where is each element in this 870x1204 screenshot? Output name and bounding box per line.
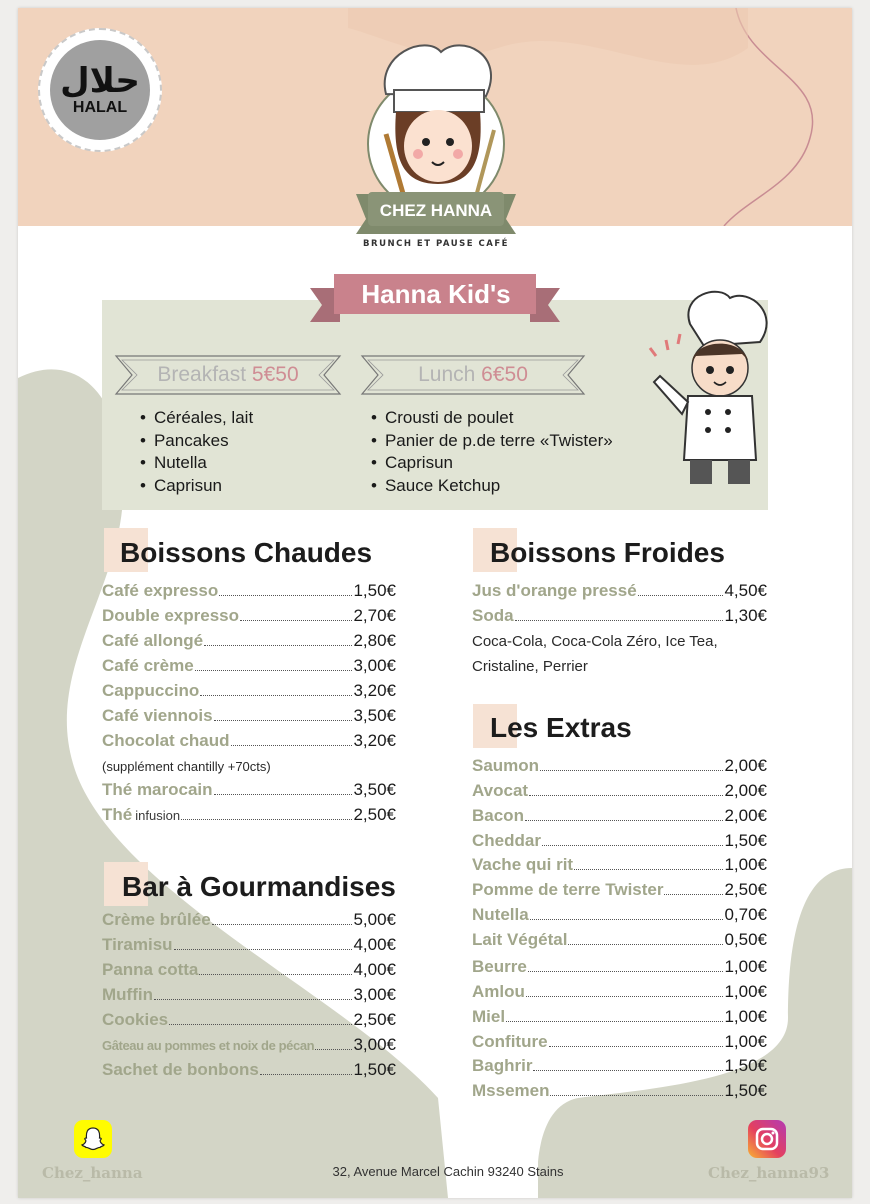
menu-item [472, 905, 767, 929]
item-price: 2,00€ [724, 781, 767, 800]
item-price: 1,00€ [724, 1007, 767, 1026]
dot-leader [568, 944, 723, 945]
list-item: • Caprisun [371, 452, 613, 475]
item-price: 0,70€ [724, 905, 767, 924]
list-item: • Pancakes [140, 430, 253, 453]
dot-leader [529, 795, 723, 796]
lunch-items [371, 407, 613, 497]
breakfast-price: 5€50 [251, 363, 299, 386]
menu-item [102, 656, 396, 680]
item-price: 5,00€ [353, 910, 396, 929]
item-price: 3,50€ [353, 706, 396, 725]
item-price: 3,00€ [353, 656, 396, 675]
instagram-icon[interactable] [748, 1120, 786, 1158]
chez-hanna-logo [346, 34, 526, 254]
item-price: 3,00€ [353, 985, 396, 1004]
extras-title: Les Extras [490, 712, 632, 743]
item-price: 1,00€ [724, 957, 767, 976]
item-price: 1,30€ [724, 606, 767, 625]
dot-leader [574, 869, 723, 870]
menu-item [472, 1056, 767, 1080]
dot-leader [199, 974, 352, 975]
item-price: 1,00€ [724, 982, 767, 1001]
lunch-heading [360, 357, 586, 393]
dot-leader [515, 620, 724, 621]
item-price: 1,50€ [353, 1060, 396, 1079]
list-item: • Céréales, lait [140, 407, 253, 430]
menu-item [102, 731, 396, 755]
menu-item [102, 581, 396, 605]
boissons-froides-title: Boissons Froides [490, 537, 725, 568]
menu-item [102, 681, 396, 705]
dot-leader [231, 745, 353, 746]
menu-item [472, 831, 767, 855]
item-name: Café viennois [102, 706, 213, 725]
item-name: Café expresso [102, 581, 219, 600]
list-item: • Caprisun [140, 475, 253, 498]
item-name: Nutella [472, 905, 529, 924]
menu-item [472, 1081, 767, 1105]
dot-leader [533, 1070, 723, 1071]
item-name: Tiramisu [102, 935, 173, 954]
halal-arabic-text: حلال [60, 61, 140, 101]
menu-item [102, 780, 396, 804]
item-price: 1,50€ [353, 581, 396, 600]
item-name: Thé [102, 805, 133, 824]
item-price: 1,50€ [724, 1056, 767, 1075]
item-price: 1,00€ [724, 855, 767, 874]
list-item: • Nutella [140, 452, 253, 475]
item-name: Double expresso [102, 606, 239, 625]
instagram-handle[interactable]: Chez_hanna93 [708, 1164, 830, 1182]
item-name: Baghrir [472, 1056, 533, 1075]
chantilly-note: (supplément chantilly +70cts) [102, 759, 271, 774]
menu-item [472, 982, 767, 1006]
item-name: Avocat [472, 781, 529, 800]
item-price: 3,50€ [353, 780, 396, 799]
dot-leader [506, 1021, 723, 1022]
item-price: 2,50€ [353, 1010, 396, 1029]
item-name: Mssemen [472, 1081, 550, 1100]
item-name: Chocolat chaud [102, 731, 230, 750]
menu-item [102, 985, 396, 1009]
menu-item [102, 1035, 396, 1059]
menu-item [472, 581, 767, 605]
breakfast-heading [114, 357, 342, 393]
menu-item [102, 706, 396, 730]
item-name: Miel [472, 1007, 506, 1026]
dot-leader [530, 919, 724, 920]
menu-item [472, 606, 767, 630]
dot-leader [664, 894, 723, 895]
menu-item [472, 957, 767, 981]
dot-leader [181, 819, 352, 820]
menu-item [102, 1060, 396, 1084]
dot-leader [200, 695, 352, 696]
item-price: 2,50€ [353, 805, 396, 824]
list-item: • Crousti de poulet [371, 407, 613, 430]
item-price: 4,50€ [724, 581, 767, 600]
dot-leader [219, 595, 352, 596]
menu-item [102, 935, 396, 959]
item-price: 1,00€ [724, 1032, 767, 1051]
menu-item [472, 1032, 767, 1056]
item-price: 1,50€ [724, 831, 767, 850]
item-name: Cheddar [472, 831, 541, 850]
menu-item [472, 806, 767, 830]
halal-label: HALAL [72, 99, 128, 116]
dot-leader [315, 1049, 352, 1050]
dot-leader [214, 794, 353, 795]
item-name: Cookies [102, 1010, 169, 1029]
dot-leader [214, 720, 353, 721]
soda-options-line2: Cristaline, Perrier [472, 658, 588, 675]
item-name: Thé marocain [102, 780, 213, 799]
item-price: 3,00€ [353, 1035, 396, 1054]
dot-leader [154, 999, 352, 1000]
address: 32, Avenue Marcel Cachin 93240 Stains [332, 1164, 564, 1179]
menu-item [102, 960, 396, 984]
dot-leader [526, 996, 724, 997]
item-name: Jus d'orange pressé [472, 581, 637, 600]
halal-badge [38, 28, 162, 152]
list-item: • Sauce Ketchup [371, 475, 613, 498]
logo-tagline: BRUNCH ET PAUSE CAFÉ [363, 239, 509, 249]
item-name: Soda [472, 606, 514, 625]
menu-item [102, 1010, 396, 1034]
item-name: Confiture [472, 1032, 548, 1051]
list-item: • Panier de p.de terre «Twister» [371, 430, 613, 453]
menu-item [472, 930, 767, 954]
item-price: 4,00€ [353, 935, 396, 954]
item-name: Beurre [472, 957, 527, 976]
dot-leader [638, 595, 724, 596]
item-name: Bacon [472, 806, 524, 825]
item-name: Panna cotta [102, 960, 199, 979]
halal-badge-inner [50, 40, 150, 140]
item-name: Café crème [102, 656, 194, 675]
item-name: Pomme de terre Twister [472, 880, 664, 899]
menu-item [472, 1007, 767, 1031]
kids-menu-title: Hanna Kid's [361, 279, 511, 309]
dot-leader [525, 820, 723, 821]
menu-item [102, 606, 396, 630]
dot-leader [542, 845, 723, 846]
lunch-price: 6€50 [481, 363, 528, 386]
item-name: Sachet de bonbons [102, 1060, 259, 1079]
dot-leader [549, 1046, 724, 1047]
dot-leader [174, 949, 353, 950]
menu-item [472, 781, 767, 805]
logo-name: CHEZ HANNA [379, 201, 493, 220]
bar-gourmandises-title: Bar à Gourmandises [122, 871, 396, 902]
dot-leader [260, 1074, 353, 1075]
item-name: Amlou [472, 982, 525, 1001]
dot-leader [240, 620, 352, 621]
item-name: Café allongé [102, 631, 204, 650]
item-price: 2,50€ [724, 880, 767, 899]
menu-page [18, 8, 852, 1198]
item-price: 4,00€ [353, 960, 396, 979]
dot-leader [550, 1095, 723, 1096]
lunch-label: Lunch [418, 363, 476, 386]
item-price: 3,20€ [353, 681, 396, 700]
breakfast-label: Breakfast [157, 363, 247, 386]
item-price: 2,00€ [724, 806, 767, 825]
snapchat-handle[interactable]: Chez_hanna [42, 1164, 143, 1182]
menu-item [102, 631, 396, 655]
item-name: Crème brûlée [102, 910, 211, 929]
item-name: Cappuccino [102, 681, 200, 700]
menu-item [102, 910, 396, 934]
item-price: 1,50€ [724, 1081, 767, 1100]
soda-options-line1: Coca-Cola, Coca-Cola Zéro, Ice Tea, [472, 633, 718, 650]
chef-illustration [630, 284, 780, 494]
item-price: 2,80€ [353, 631, 396, 650]
item-name: Lait Végétal [472, 930, 568, 949]
menu-item [472, 880, 767, 904]
menu-item [472, 855, 767, 879]
item-price: 2,70€ [353, 606, 396, 625]
item-name: Saumon [472, 756, 540, 775]
boissons-chaudes-title: Boissons Chaudes [120, 537, 373, 568]
dot-leader [204, 645, 352, 646]
item-name: Muffin [102, 985, 153, 1004]
item-name: Gâteau au pommes et noix de pécan [102, 1038, 315, 1053]
item-price: 2,00€ [724, 756, 767, 775]
dot-leader [169, 1024, 352, 1025]
snapchat-icon[interactable] [74, 1120, 112, 1158]
menu-item [472, 756, 767, 780]
breakfast-items [140, 407, 253, 497]
dot-leader [195, 670, 353, 671]
item-name: Vache qui rit [472, 855, 574, 874]
dot-leader [528, 971, 724, 972]
menu-item [102, 805, 396, 829]
item-price: 3,20€ [353, 731, 396, 750]
dot-leader [212, 924, 353, 925]
item-price: 0,50€ [724, 930, 767, 949]
item-subtext: infusion [135, 808, 181, 823]
dot-leader [540, 770, 723, 771]
